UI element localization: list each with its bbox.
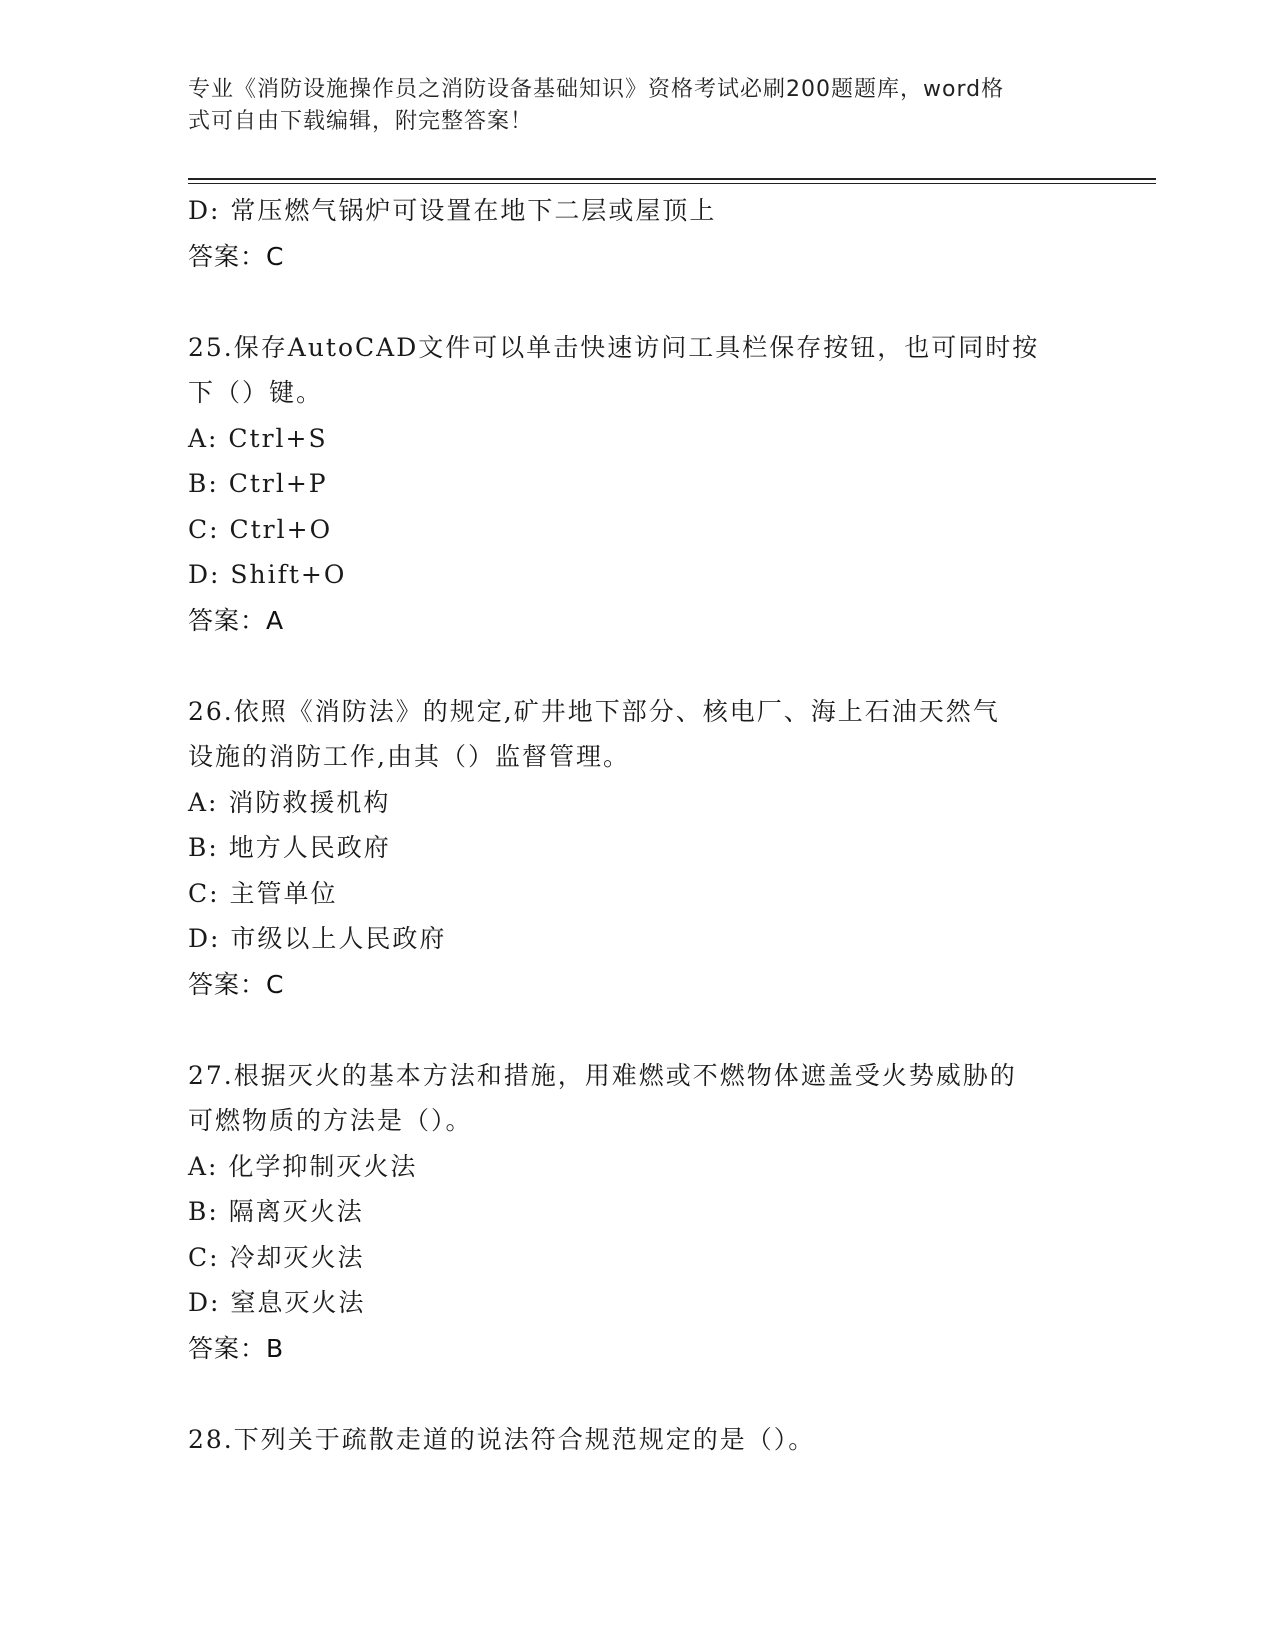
question-stem-continued: 下（）键。 xyxy=(188,378,324,407)
question-stem: 27.根据灭火的基本方法和措施，用难燃或不燃物体遮盖受火势威胁的 xyxy=(188,1060,1017,1090)
option-b: B: Ctrl+P xyxy=(188,469,328,498)
answer-line: 答案：C xyxy=(188,241,285,271)
document-header xyxy=(188,74,1068,138)
option-d: D: 常压燃气锅炉可设置在地下二层或屋顶上 xyxy=(188,196,717,225)
spacer xyxy=(188,643,1088,689)
answer-line: 答案：A xyxy=(188,605,285,635)
question-26 xyxy=(188,689,1088,1008)
document-body xyxy=(188,188,1088,1462)
option-b: B: 隔离灭火法 xyxy=(188,1197,364,1226)
question-stem: 25.保存AutoCAD文件可以单击快速访问工具栏保存按钮，也可同时按 xyxy=(188,332,1040,362)
option-c: C: 冷却灭火法 xyxy=(188,1242,365,1272)
question-25 xyxy=(188,325,1088,644)
option-a: A: 化学抑制灭火法 xyxy=(188,1151,418,1181)
question-stem: 26.依照《消防法》的规定,矿井地下部分、核电厂、海上石油天然气 xyxy=(188,696,1000,726)
option-d: D: 窒息灭火法 xyxy=(188,1288,366,1317)
question-28 xyxy=(188,1417,1088,1463)
option-c: C: 主管单位 xyxy=(188,878,338,908)
answer-line: 答案：B xyxy=(188,1333,285,1363)
header-line-2: 式可自由下载编辑，附完整答案！ xyxy=(188,109,534,134)
question-stem: 28.下列关于疏散走道的说法符合规范规定的是（）。 xyxy=(188,1424,816,1454)
spacer xyxy=(188,279,1088,325)
option-d: D: Shift+O xyxy=(188,560,347,589)
option-b: B: 地方人民政府 xyxy=(188,833,391,862)
header-line-1: 专业《消防设施操作员之消防设备基础知识》资格考试必刷200题题库，word格 xyxy=(188,77,1005,102)
question-27 xyxy=(188,1053,1088,1372)
option-a: A: Ctrl+S xyxy=(188,423,328,453)
question-stem-continued: 可燃物质的方法是（）。 xyxy=(188,1106,473,1135)
option-a: A: 消防救援机构 xyxy=(188,787,391,817)
option-c: C: Ctrl+O xyxy=(188,514,333,544)
spacer xyxy=(188,1371,1088,1417)
header-divider xyxy=(188,178,1156,180)
answer-line: 答案：C xyxy=(188,969,285,999)
option-d: D: 市级以上人民政府 xyxy=(188,924,447,953)
question-stem-continued: 设施的消防工作,由其（）监督管理。 xyxy=(188,742,630,771)
header-divider-thin xyxy=(188,183,1156,184)
spacer xyxy=(188,1007,1088,1053)
